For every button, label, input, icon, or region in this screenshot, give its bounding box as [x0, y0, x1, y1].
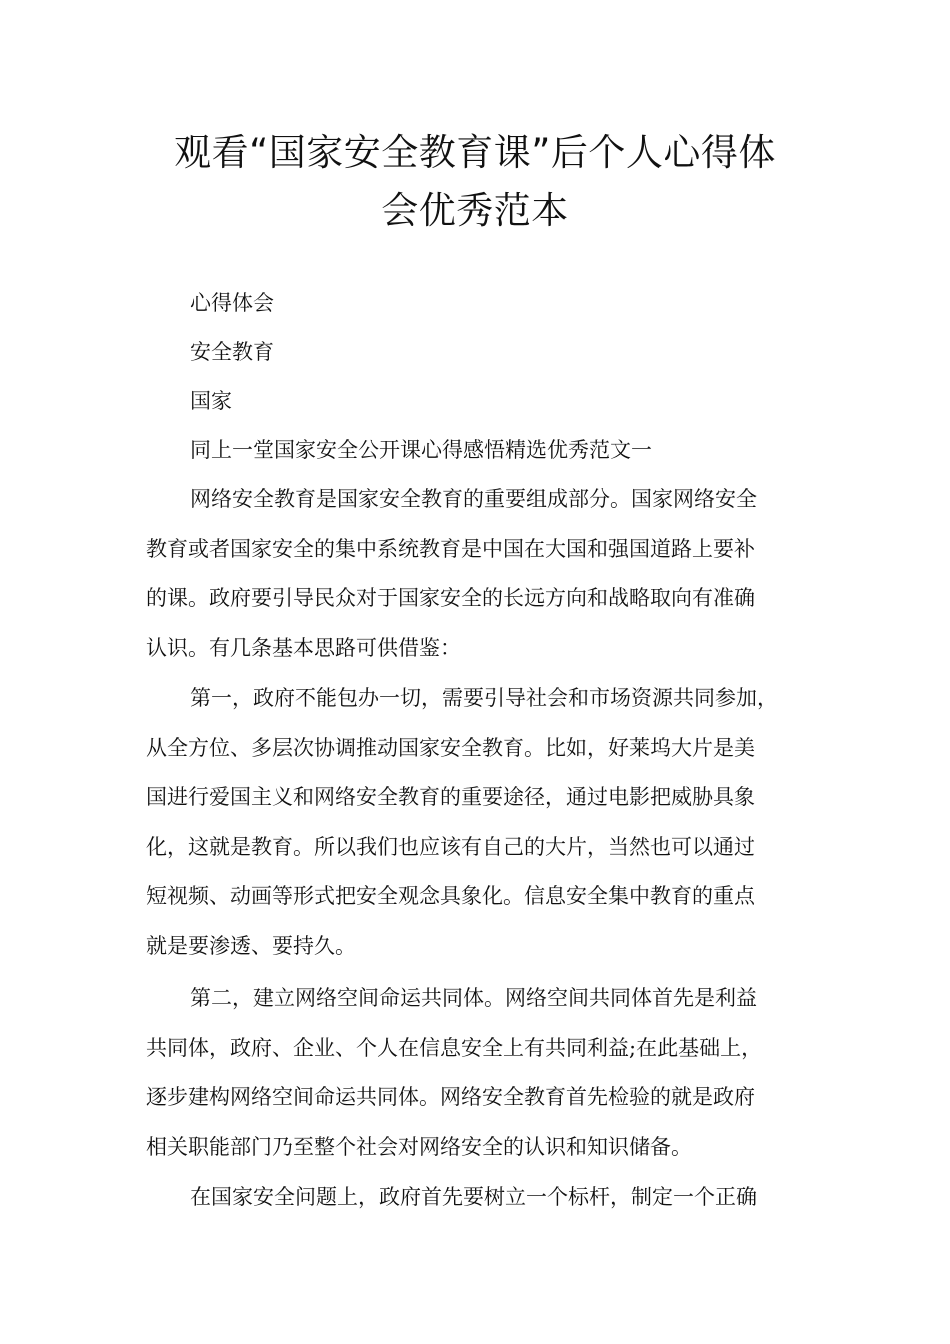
text-line: 教育或者国家安全的集中系统教育是中国在大国和强国道路上要补 [146, 536, 755, 561]
text-line: 网络安全教育是国家安全教育的重要组成部分。国家网络安全 [190, 487, 757, 511]
keyword-tag: 心得体会 [190, 291, 274, 315]
title-line: 观看“国家安全教育课”后个人心得体 [174, 131, 776, 174]
text-line: 第一，政府不能包办一切，需要引导社会和市场资源共同参加， [190, 686, 778, 710]
text-line: 短视频、动画等形式把安全观念具象化。信息安全集中教育的重点 [146, 884, 755, 908]
text-line: 认识。有几条基本思路可供借鉴： [146, 635, 461, 660]
paragraph [146, 1182, 826, 1232]
text-line: 从全方位、多层次协调推动国家安全教育。比如，好莱坞大片是美 [146, 735, 755, 760]
text-line: 第二，建立网络空间命运共同体。网络空间共同体首先是利益 [190, 986, 757, 1010]
text-line: 逐步建构网络空间命运共同体。网络安全教育首先检验的就是政府 [146, 1085, 755, 1109]
text-line: 国进行爱国主义和网络安全教育的重要途径，通过电影把威胁具象 [146, 785, 755, 809]
text-line: 相关职能部门乃至整个社会对网络安全的认识和知识储备。 [146, 1134, 692, 1159]
text-line: 化，这就是教育。所以我们也应该有自己的大片，当然也可以通过 [146, 834, 755, 859]
paragraph [146, 983, 826, 1181]
text-line: 在国家安全问题上，政府首先要树立一个标杆，制定一个正确 [190, 1185, 757, 1209]
section-heading: 同上一堂国家安全公开课心得感悟精选优秀范文一 [190, 438, 652, 462]
text-line: 就是要渗透、要持久。 [146, 933, 356, 958]
paragraph [146, 683, 826, 980]
title-line: 会优秀范本 [381, 189, 569, 232]
keyword-tag: 安全教育 [190, 340, 274, 364]
keyword-tag: 国家 [190, 389, 232, 413]
text-line: 的课。政府要引导民众对于国家安全的长远方向和战略取向有准确 [146, 586, 755, 610]
document-title [100, 124, 850, 240]
paragraph [146, 484, 826, 682]
text-line: 共同体，政府、企业、个人在信息安全上有共同利益;在此基础上， [146, 1035, 763, 1060]
